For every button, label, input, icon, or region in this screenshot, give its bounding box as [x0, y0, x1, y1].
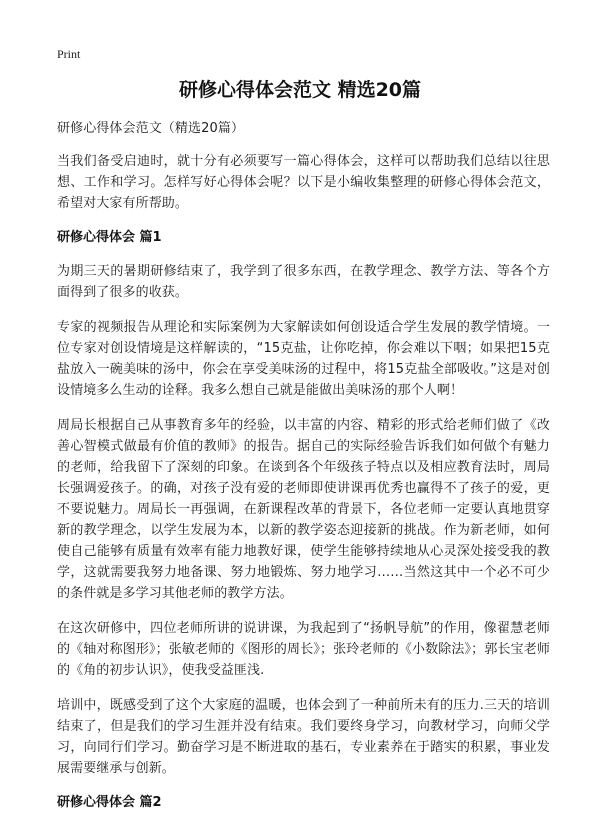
paragraph: 为期三天的暑期研修结束了，我学到了很多东西，在教学理念、教学方法、等各个方面得到了很多的收获。 [57, 264, 550, 300]
print-link[interactable]: Print [57, 47, 81, 61]
intro-paragraph: 当我们备受启迪时，就十分有必须要写一篇心得体会，这样可以帮助我们总结以往思想、工作和学习。怎样写好心得体会呢？以下是小编收集整理的研修心得体会范文，希望对大家有所帮助。 [57, 154, 550, 211]
paragraph: 周局长根据自己从事教育多年的经验，以丰富的内容、精彩的形式给老师们做了《改善心智模式做最有价值的教师》的报告。据自己的实际经验告诉我们如何做个有魅力的老师，给我留下了深刻的印象。在谈到各个年级孩子特点以及相应教育法时，周局长强调爱孩子。的确，对孩子没有爱的老师即使讲课再优秀也赢得不了孩子的爱，更不要说魅力。周局长一再强调，在新课程改革的背景下，各位老师一定要认真地贯穿新的教学理念，以学生发展为本，以新的教学姿态迎接新的挑战。作为新老师，如何使自己能够有质量有效率有能力地教好课，使学生能够持续地从心灵深处接受我的教学，这就需要我努力地备课、努力地锻炼、努力地学习……当然这其中一个必不可少的条件就是多学习其他老师的教学方法。 [57, 418, 550, 601]
section-heading: 研修心得体会 篇1 [57, 230, 162, 245]
section-heading: 研修心得体会 篇2 [57, 795, 162, 810]
article-subtitle: 研修心得体会范文（精选20篇） [57, 121, 245, 136]
article-body [57, 118, 550, 826]
page-title: 研修心得体会范文 精选20篇 [178, 79, 422, 101]
paragraph: 在这次研修中，四位老师所讲的说讲课，为我起到了“扬帆导航”的作用，像翟慧老师的《轴对称图形》；张敏老师的《图形的周长》；张玲老师的《小数除法》；郭长宝老师的《角的初步认识》，使我受益匪浅. [57, 621, 550, 678]
paragraph: 专家的视频报告从理论和实际案例为大家解读如何创设适合学生发展的教学情境。一位专家对创设情境是这样解读的，“15克盐，让你吃掉，你会难以下咽；如果把15克盐放入一碗美味的汤中，你会在享受美味汤的过程中，将15克盐全部吸收。”这是对创设情境多么生动的诠释。我多么想自己就是能做出美味汤的那个人啊！ [57, 320, 550, 398]
paragraph: 培训中，既感受到了这个大家庭的温暖，也体会到了一种前所未有的压力.三天的培训结束了，但是我们的学习生涯并没有结束。我们要终身学习，向教材学习，向师父学习，向同行们学习。勤奋学习是不断进取的基石，专业素养在于踏实的积累，事业发展需要继承与创新。 [57, 698, 550, 776]
